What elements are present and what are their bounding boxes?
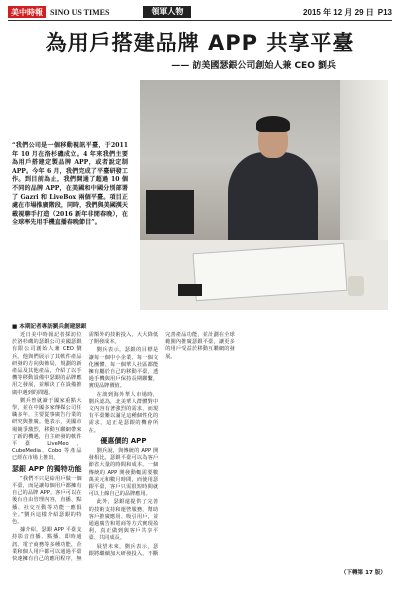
photo-cup [348, 276, 364, 296]
article-paragraph: 據介紹，瑟銀 APP 平臺支持影音直播、點播、即時通訊、電子商務等多種功能，企業和個人用戶都可以通過平臺快速擁有自己的應用程序，無需額外的技術投入，大大降低了開發成本。 [12, 332, 159, 563]
pull-quote: “我們公司是一個移動視訊平臺，于2011 年 10 月在洛杉磯成立。4 年來我們主要為用戶搭建定製品牌 APP，或者說定制APP。今年 6 月，我們完成了平臺研發工作。到目前為止，我們開通了超過 10 個不同的品牌 APP，在美國和中國分別部署了 Gazri 和 LiveBox 兩個平臺。項目正處在市場推廣階段，同時，我們與美國漢天載視聊手打造（2016 新年非閒春晚），在全球率先用手機直播春晚節目”。 [12, 142, 128, 227]
article-paragraph: 劉兵說，與傳統的 APP 開發相比，瑟銀平臺可以為客戶節省大量的時間和成本。一個傳統的 APP 開發動輒需要數萬美元和數月時間，而使用瑟銀平臺，客戶只需很短時間就可以上線自己的品牌應用。 [88, 448, 159, 498]
photo-person-body [228, 152, 318, 252]
masthead-rule [8, 20, 392, 21]
article-body [12, 332, 388, 564]
photo-monitor [146, 190, 194, 234]
photo-caption: ■ 本期記者專訪劉兵創建瑟銀 [12, 324, 87, 330]
article-paragraph: 在談到海外華人市場時，劉兵認為，北美華人群體對中文內容有著強烈的需求，而現有平臺難以滿足這種個性化的需求，這正是瑟銀的機會所在。 [88, 391, 159, 434]
section-label: 領軍人物 [143, 6, 191, 18]
article-paragraph: 近日美中時報記者採訪位於洛杉磯的瑟銀公司美國瑟銀有限公司創始人兼 CEO 劉兵。他與們展示了其軟件產品研發的方向與佈局，規劃的新產品及其他產品，介紹了以手機等移動設備中瑟銀的品牌應用之發展，並解決了在設備推廣中遇到的問題。 [12, 332, 82, 396]
interview-photo [140, 80, 388, 310]
page-number: P13 [377, 7, 392, 17]
masthead [8, 6, 392, 18]
photo-person-hair [256, 116, 290, 132]
subhead: —— 訪美國瑟銀公司創始人兼 CEO 劉兵 [171, 61, 336, 71]
article-paragraph: “我們不只是給用戶做一個平臺，而是讓每個用戶都擁有自己的品牌 APP。客戶可以在後台自由管理內容，直播、點播、社交互動等功能一應俱全。”劉兵這樣介紹瑟銀的特色。 [12, 475, 82, 526]
headline: 為用戶搭建品牌 APP 共享平臺 [45, 31, 355, 55]
article-paragraph: 此外，瑟銀還提供了完善的技術支持和運營服務，幫助客戶推廣應用、吸引用戶，並通過廣告和電商等方式實現盈利，真正做到與客戶共享平臺、共同成長。 [88, 499, 159, 542]
article-paragraph: 劉兵表示，瑟銀的目標是讓每一個中小企業、每一個文化團體、每一個華人社區都能擁有屬於自己的移動平臺，透過手機與用戶保持長期聯繫，實現品牌價值。 [88, 347, 159, 390]
article-paragraph: 劉兵曾就讀于國家重點大學，並在中國多家傳媒公司任職多年，主要從事廣告行業的研究與推廣。他表示，美國市場競爭激烈，移動互聯網帶來了新的機遇，自主研發的軟件平臺 LiveMeo、CubeMedia、Cobo 等產品已經在市場上推出。 [12, 397, 82, 462]
newspaper-logo-chinese: 美中時報 [8, 6, 46, 18]
article-paragraph: 展望未來，劉兵表示，瑟銀將繼續加大研發投入，不斷完善產品功能，並計劃在全球範圍內推廣瑟銀平臺，讓更多的用戶受益於移動互聯網的發展。 [88, 332, 235, 557]
article-subheading: 瑟銀 APP 的獨特功能 [12, 464, 82, 473]
newspaper-logo-english: SINO US TIMES [50, 7, 110, 17]
photo-phone [178, 284, 202, 296]
issue-date: 2015 年 12 月 29 日 [303, 7, 374, 17]
article-subheading: 優惠價的 APP [100, 436, 147, 445]
continued-note: （下轉第 17 版） [340, 570, 386, 576]
